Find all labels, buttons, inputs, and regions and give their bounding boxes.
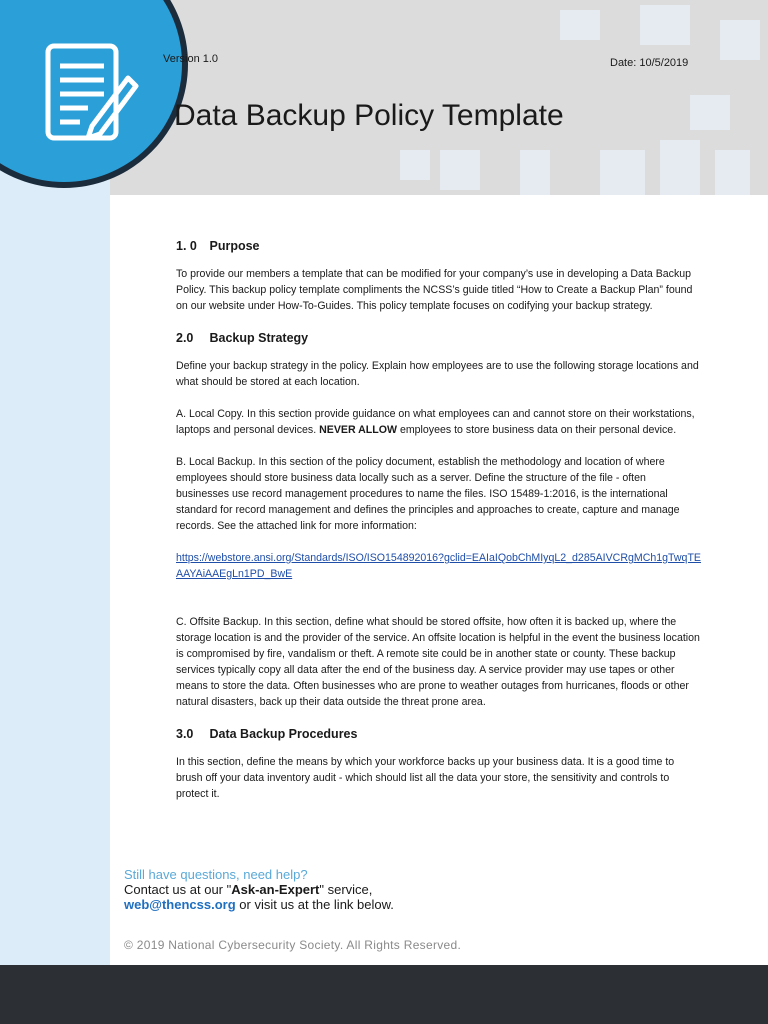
page-title: Data Backup Policy Template [174,99,564,132]
copyright-text: © 2019 National Cybersecurity Society. All Rights Reserved. [124,938,462,952]
ask-expert-line: Contact us at our "Ask-an-Expert" service, [124,882,373,897]
strategy-title: Backup Strategy [209,331,309,345]
strategy-number: 2.0 [176,331,194,345]
contact-line: web@thencss.org or visit us at the link below. [124,897,394,912]
ask-expert-link[interactable]: Ask-an-Expert [231,882,320,897]
email-link[interactable]: web@thencss.org [124,897,236,912]
local-backup-text: B. Local Backup. In this section of the policy document, establish the methodology and location of where employees should store business data locally such as a server. Define the structure of the file - often businesses use record management procedures to name the files. ISO 15489-1:2016, is the international standard for record management and defines the principles and approaches to create, capture and manage records. See the attached link for more information: [176,456,680,532]
procedures-title: Data Backup Procedures [209,727,358,741]
offsite-backup-text: C. Offsite Backup. In this section, define what should be stored offsite, how often it is backed up, where the storage location is and the provider of the service. An offsite location is helpful in the event the business location is compromised by fire, vandalism or theft. A remote site could be in another state or county. These backup services typically copy all data after the end of the business day. A service provider may use tapes or other means to store the data. Often businesses who are prone to weather outages from hurricanes, floods or other natural disasters, back up their data outside the threat prone area. [176,616,700,708]
strategy-intro: Define your backup strategy in the policy. Explain how employees are to use the following storage locations and what should be stored at each location. [176,360,699,388]
help-block [124,867,394,912]
local-copy-text: A. Local Copy. In this section provide guidance on what employees can and cannot store on their workstations, laptops and personal devices. NEVER ALLOW employees to store business data on their personal device. [176,408,695,436]
procedures-heading [176,726,701,742]
purpose-number: 1. 0 [176,239,197,253]
procedures-text: In this section, define the means by which your workforce backs up your business data. It is a good time to brush off your data inventory audit - which should list all the data your store, the sensitivity and controls to protect it. [176,756,675,800]
purpose-title: Purpose [209,239,260,253]
never-allow-emphasis: NEVER ALLOW [319,424,397,436]
iso-standard-link[interactable]: https://webstore.ansi.org/Standards/ISO/ISO154892016?gclid=EAIaIQobChMIyqL2_d285AIVCRgMCh1gTwqTEAAYAiAAEgLn1PD_BwE [176,552,701,580]
version-label: Version 1.0 [163,53,219,65]
purpose-heading [176,238,701,254]
document-pencil-icon [44,42,140,160]
procedures-number: 3.0 [176,727,194,741]
strategy-heading [176,330,701,346]
document-body [176,238,701,818]
date-label: Date: 10/5/2019 [610,57,689,69]
purpose-text: To provide our members a template that can be modified for your company’s use in developing a Data Backup Policy. This backup policy template compliments the NCSS’s guide titled “How to Create a Backup Plan” found on our website under How-To-Guides. This policy template focuses on codifying your backup strategy. [176,268,693,312]
help-title: Still have questions, need help? [124,867,308,882]
footer-bar [0,965,768,1024]
